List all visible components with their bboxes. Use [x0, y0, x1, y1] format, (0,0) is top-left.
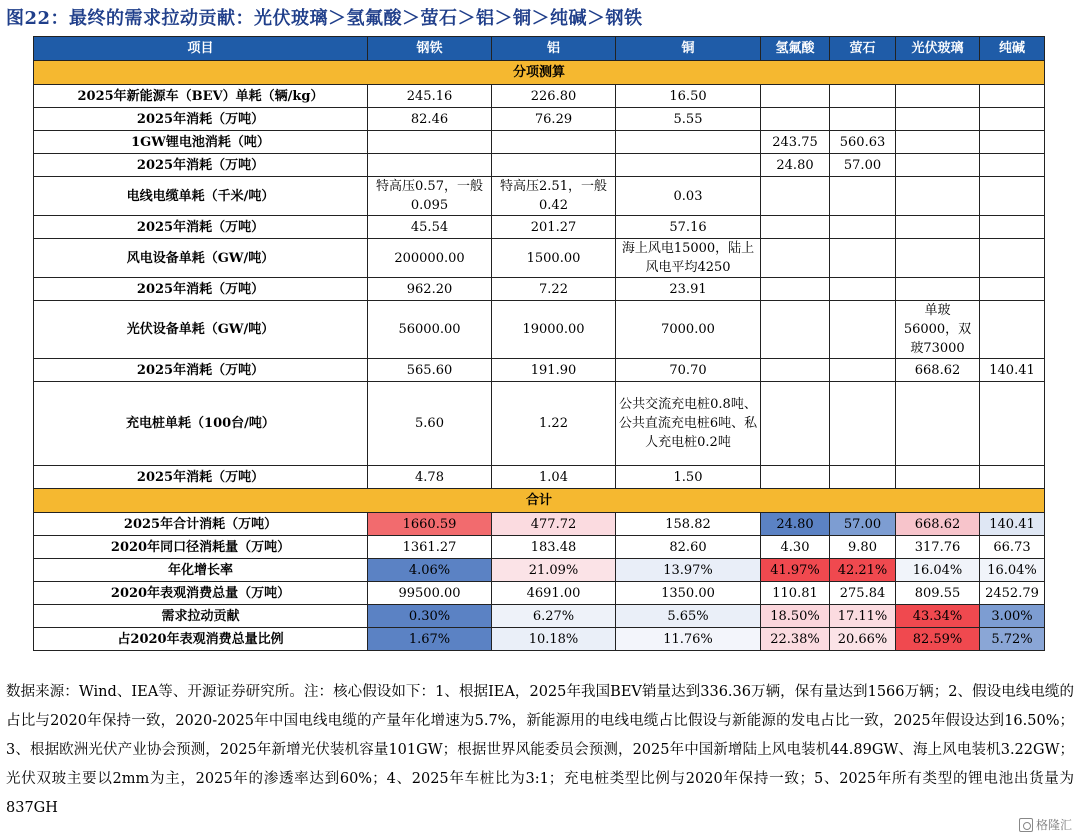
table-cell — [980, 382, 1045, 466]
table-cell — [761, 108, 830, 131]
table-cell — [830, 177, 896, 216]
table-cell: 140.41 — [980, 359, 1045, 382]
table-row — [34, 559, 1045, 582]
table-cell — [830, 359, 896, 382]
table-cell: 110.81 — [761, 582, 830, 605]
table-cell: 1361.27 — [368, 536, 492, 559]
table-row — [34, 466, 1045, 489]
table-row — [34, 216, 1045, 239]
table-cell: 5.65% — [616, 605, 761, 628]
table-cell — [830, 216, 896, 239]
table-row — [34, 513, 1045, 536]
section-row — [34, 489, 1045, 513]
table-cell: 16.50 — [616, 85, 761, 108]
table-cell: 191.90 — [492, 359, 616, 382]
table-cell: 200000.00 — [368, 239, 492, 278]
table-cell — [761, 301, 830, 359]
table-cell — [896, 131, 980, 154]
table-cell: 477.72 — [492, 513, 616, 536]
table-cell: 70.70 — [616, 359, 761, 382]
table-cell — [980, 301, 1045, 359]
table-cell: 4691.00 — [492, 582, 616, 605]
table-cell — [980, 85, 1045, 108]
table-cell — [980, 108, 1045, 131]
table-cell: 16.04% — [896, 559, 980, 582]
col-header: 铜 — [616, 37, 761, 61]
row-label: 需求拉动贡献 — [34, 605, 368, 628]
col-header: 萤石 — [830, 37, 896, 61]
row-label: 2025年消耗（万吨） — [34, 359, 368, 382]
table-cell — [830, 466, 896, 489]
table-cell — [896, 239, 980, 278]
table-row — [34, 85, 1045, 108]
table-cell: 57.00 — [830, 154, 896, 177]
table-cell: 201.27 — [492, 216, 616, 239]
table-cell: 10.18% — [492, 628, 616, 651]
row-label: 风电设备单耗（GW/吨） — [34, 239, 368, 278]
table-cell — [980, 154, 1045, 177]
table-cell: 3.00% — [980, 605, 1045, 628]
table-cell: 243.75 — [761, 131, 830, 154]
table-cell — [980, 131, 1045, 154]
table-cell: 45.54 — [368, 216, 492, 239]
table-cell: 140.41 — [980, 513, 1045, 536]
row-label: 2020年表观消费总量（万吨） — [34, 582, 368, 605]
table-row — [34, 582, 1045, 605]
row-label: 光伏设备单耗（GW/吨） — [34, 301, 368, 359]
table-row — [34, 239, 1045, 278]
table-row — [34, 382, 1045, 466]
table-row — [34, 628, 1045, 651]
table-cell: 24.80 — [761, 513, 830, 536]
table-cell — [896, 278, 980, 301]
table-cell: 9.80 — [830, 536, 896, 559]
row-label: 2025年消耗（万吨） — [34, 216, 368, 239]
table-cell: 13.97% — [616, 559, 761, 582]
row-label: 电线电缆单耗（千米/吨） — [34, 177, 368, 216]
table-cell — [492, 131, 616, 154]
table-cell: 41.97% — [761, 559, 830, 582]
table-cell: 99500.00 — [368, 582, 492, 605]
table-cell: 43.34% — [896, 605, 980, 628]
table-cell: 23.91 — [616, 278, 761, 301]
header-row — [34, 37, 1045, 61]
table-cell — [980, 466, 1045, 489]
watermark-text: 格隆汇 — [1035, 818, 1072, 832]
section-row — [34, 61, 1045, 85]
table-cell — [492, 154, 616, 177]
table-cell — [761, 278, 830, 301]
table-cell: 1.67% — [368, 628, 492, 651]
table-cell — [368, 154, 492, 177]
table-cell: 226.80 — [492, 85, 616, 108]
table-cell: 0.30% — [368, 605, 492, 628]
table-row — [34, 108, 1045, 131]
table-cell: 183.48 — [492, 536, 616, 559]
section-label: 合计 — [34, 489, 1045, 513]
table-row — [34, 605, 1045, 628]
table-cell — [980, 278, 1045, 301]
table-cell: 18.50% — [761, 605, 830, 628]
table-cell — [896, 177, 980, 216]
table-cell: 1.22 — [492, 382, 616, 466]
table-cell: 42.21% — [830, 559, 896, 582]
table-cell: 19000.00 — [492, 301, 616, 359]
table-cell — [761, 359, 830, 382]
table-cell — [761, 382, 830, 466]
table-cell: 0.03 — [616, 177, 761, 216]
table-cell — [830, 382, 896, 466]
col-header: 铝 — [492, 37, 616, 61]
table-cell: 4.78 — [368, 466, 492, 489]
table-cell — [761, 177, 830, 216]
table-cell: 245.16 — [368, 85, 492, 108]
table-cell: 6.27% — [492, 605, 616, 628]
table-row — [34, 177, 1045, 216]
row-label: 年化增长率 — [34, 559, 368, 582]
table-row — [34, 536, 1045, 559]
table-cell: 82.60 — [616, 536, 761, 559]
table-cell — [368, 131, 492, 154]
row-label: 占2020年表观消费总量比例 — [34, 628, 368, 651]
table-cell: 4.06% — [368, 559, 492, 582]
table-cell: 16.04% — [980, 559, 1045, 582]
table-cell — [896, 108, 980, 131]
table-row — [34, 359, 1045, 382]
row-label: 充电桩单耗（100台/吨） — [34, 382, 368, 466]
table-cell — [830, 239, 896, 278]
table-cell: 海上风电15000，陆上风电平均4250 — [616, 239, 761, 278]
table-cell: 单玻56000，双玻73000 — [896, 301, 980, 359]
row-label: 2025年消耗（万吨） — [34, 154, 368, 177]
table-cell — [896, 154, 980, 177]
table-row — [34, 301, 1045, 359]
table-cell: 20.66% — [830, 628, 896, 651]
table-cell — [830, 301, 896, 359]
table-cell: 1.04 — [492, 466, 616, 489]
table-cell — [616, 131, 761, 154]
table-cell: 5.60 — [368, 382, 492, 466]
table-cell: 66.73 — [980, 536, 1045, 559]
table-cell — [830, 108, 896, 131]
table-cell — [896, 382, 980, 466]
table-cell: 317.76 — [896, 536, 980, 559]
table-cell: 962.20 — [368, 278, 492, 301]
table-cell — [980, 216, 1045, 239]
table-cell: 56000.00 — [368, 301, 492, 359]
table-cell: 5.72% — [980, 628, 1045, 651]
table-cell — [616, 154, 761, 177]
table-cell: 特高压2.51，一般0.42 — [492, 177, 616, 216]
table-cell — [761, 466, 830, 489]
table-cell: 7000.00 — [616, 301, 761, 359]
table-cell — [830, 278, 896, 301]
table-row — [34, 154, 1045, 177]
table-cell — [761, 216, 830, 239]
row-label: 2020年同口径消耗量（万吨） — [34, 536, 368, 559]
table-cell: 1350.00 — [616, 582, 761, 605]
row-label: 1GW锂电池消耗（吨） — [34, 131, 368, 154]
table-cell: 22.38% — [761, 628, 830, 651]
table-cell: 特高压0.57，一般0.095 — [368, 177, 492, 216]
table-cell: 76.29 — [492, 108, 616, 131]
row-label: 2025年消耗（万吨） — [34, 466, 368, 489]
table-cell: 275.84 — [830, 582, 896, 605]
col-header: 项目 — [34, 37, 368, 61]
table-cell — [830, 85, 896, 108]
table-cell: 17.11% — [830, 605, 896, 628]
source-note: 数据来源：Wind、IEA等、开源证券研究所。注：核心假设如下：1、根据IEA，2025年我国BEV销量达到336.36万辆，保有量达到1566万辆；2、假设电线电缆的占比与2020年保持一致，2020-2025年中国电线电缆的产量年化增速为5.7%，新能源用的电线电缆占比假设与新能源的发电占比一致，2025年假设达到16.50%；3、根据欧洲光伏产业协会预测，2025年新增光伏装机容量101GW；根据世界风能委员会预测，2025年中国新增陆上风电装机44.89GW、海上风电装机3.22GW；光伏双玻主要以2mm为主，2025年的渗透率达到60%；4、2025年车桩比为3:1；充电桩类型比例与2020年保持一致；5、2025年所有类型的锂电池出货量为837GH — [6, 684, 1074, 816]
col-header: 光伏玻璃 — [896, 37, 980, 61]
table-cell: 668.62 — [896, 513, 980, 536]
demand-table — [33, 36, 1045, 651]
table-cell: 公共交流充电桩0.8吨、公共直流充电桩6吨、私人充电桩0.2吨 — [616, 382, 761, 466]
table-cell: 5.55 — [616, 108, 761, 131]
table-row — [34, 131, 1045, 154]
table-cell: 158.82 — [616, 513, 761, 536]
table-cell: 21.09% — [492, 559, 616, 582]
table-cell — [761, 85, 830, 108]
table-cell — [980, 239, 1045, 278]
table-cell: 1.50 — [616, 466, 761, 489]
table-cell: 1660.59 — [368, 513, 492, 536]
table-row — [34, 278, 1045, 301]
col-header: 氢氟酸 — [761, 37, 830, 61]
table-cell: 57.00 — [830, 513, 896, 536]
table-cell: 809.55 — [896, 582, 980, 605]
table-cell: 24.80 — [761, 154, 830, 177]
table-cell — [896, 466, 980, 489]
watermark — [1019, 816, 1072, 833]
table-cell — [761, 239, 830, 278]
table-cell: 4.30 — [761, 536, 830, 559]
table-cell: 82.46 — [368, 108, 492, 131]
table-cell: 668.62 — [896, 359, 980, 382]
row-label: 2025年消耗（万吨） — [34, 278, 368, 301]
table-cell: 11.76% — [616, 628, 761, 651]
table-cell — [896, 85, 980, 108]
table-cell: 7.22 — [492, 278, 616, 301]
table-cell: 565.60 — [368, 359, 492, 382]
table-cell — [896, 216, 980, 239]
row-label: 2025年消耗（万吨） — [34, 108, 368, 131]
col-header: 钢铁 — [368, 37, 492, 61]
table-cell: 57.16 — [616, 216, 761, 239]
table-cell: 82.59% — [896, 628, 980, 651]
table-cell: 2452.79 — [980, 582, 1045, 605]
table-cell: 560.63 — [830, 131, 896, 154]
section-label: 分项测算 — [34, 61, 1045, 85]
row-label: 2025年合计消耗（万吨） — [34, 513, 368, 536]
col-header: 纯碱 — [980, 37, 1045, 61]
watermark-logo-icon — [1019, 818, 1033, 832]
table-cell — [980, 177, 1045, 216]
table-cell: 1500.00 — [492, 239, 616, 278]
figure-title: 图22：最终的需求拉动贡献：光伏玻璃＞氢氟酸＞萤石＞铝＞铜＞纯碱＞钢铁 — [6, 8, 643, 29]
row-label: 2025年新能源车（BEV）单耗（辆/kg） — [34, 85, 368, 108]
